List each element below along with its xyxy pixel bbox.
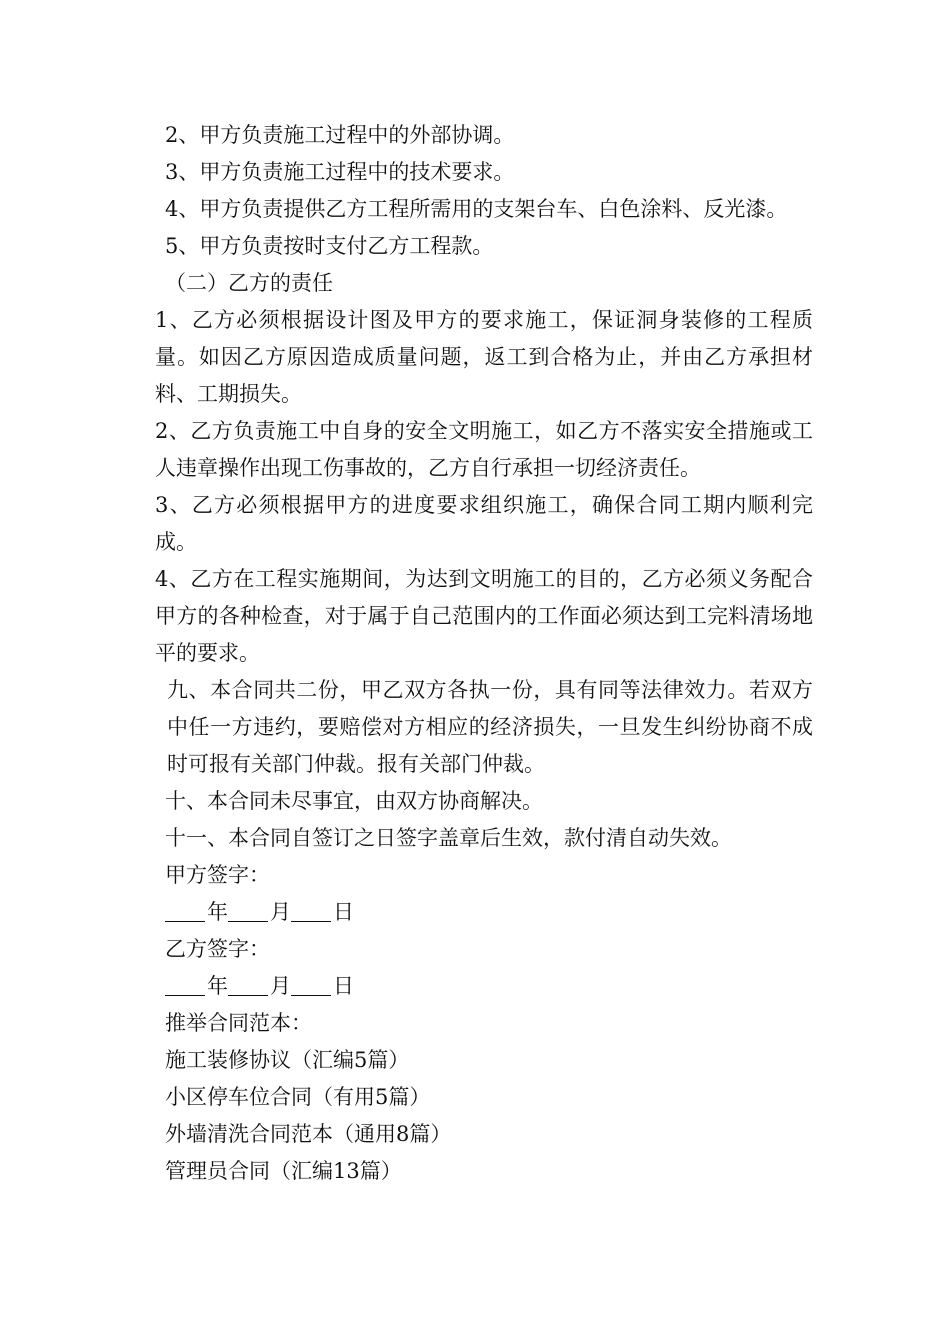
party-a-clause-2: 2、甲方负责施工过程中的外部协调。 xyxy=(165,123,515,147)
party-b-clause-2: 2、乙方负责施工中自身的安全文明施工，如乙方不落实安全措施或工人违章操作出现工伤事故的，乙方自行承担一切经济责任。 xyxy=(155,419,813,480)
recommend-item[interactable]: 管理员合同（汇编13篇） xyxy=(165,1159,402,1183)
recommend-item[interactable]: 外墙清洗合同范本（通用8篇） xyxy=(165,1122,452,1146)
month-unit: 月 xyxy=(270,900,291,924)
recommend-heading: 推举合同范本： xyxy=(165,1011,312,1035)
section-b-heading: （二）乙方的责任 xyxy=(165,271,333,295)
year-blank xyxy=(165,899,205,922)
signature-a-date xyxy=(145,894,813,931)
party-b-clause-4: 4、乙方在工程实施期间，为达到文明施工的目的，乙方必须义务配合甲方的各种检查，对于属于自己范围内的工作面必须达到工完料清场地平的要求。 xyxy=(155,567,813,665)
party-a-clause-5: 5、甲方负责按时支付乙方工程款。 xyxy=(165,234,494,258)
day-blank xyxy=(291,973,331,996)
year-unit: 年 xyxy=(207,974,228,998)
month-blank xyxy=(228,973,268,996)
day-unit: 日 xyxy=(333,974,354,998)
signature-a-label: 甲方签字： xyxy=(165,863,270,887)
signature-b-date xyxy=(145,968,813,1005)
document-body xyxy=(145,117,813,1190)
recommend-item[interactable]: 施工装修协议（汇编5篇） xyxy=(165,1048,410,1072)
recommend-item[interactable]: 小区停车位合同（有用5篇） xyxy=(165,1085,431,1109)
party-b-clause-3: 3、乙方必须根据甲方的进度要求组织施工，确保合同工期内顺利完成。 xyxy=(155,493,813,554)
month-blank xyxy=(228,899,268,922)
day-blank xyxy=(291,899,331,922)
year-unit: 年 xyxy=(207,900,228,924)
article-10: 十、本合同未尽事宜，由双方协商解决。 xyxy=(165,789,543,813)
party-a-clause-4: 4、甲方负责提供乙方工程所需用的支架台车、白色涂料、反光漆。 xyxy=(165,197,788,221)
year-blank xyxy=(165,973,205,996)
party-b-clause-1: 1、乙方必须根据设计图及甲方的要求施工，保证洞身装修的工程质量。如因乙方原因造成质量问题，返工到合格为止，并由乙方承担材料、工期损失。 xyxy=(155,308,813,406)
signature-b-label: 乙方签字： xyxy=(165,937,270,961)
day-unit: 日 xyxy=(333,900,354,924)
article-11: 十一、本合同自签订之日签字盖章后生效，款付清自动失效。 xyxy=(165,826,732,850)
party-a-clause-3: 3、甲方负责施工过程中的技术要求。 xyxy=(165,160,515,184)
article-9: 九、本合同共二份，甲乙双方各执一份，具有同等法律效力。若双方中任一方违约，要赔偿对方相应的经济损失，一旦发生纠纷协商不成时可报有关部门仲裁。报有关部门仲裁。 xyxy=(167,678,813,776)
month-unit: 月 xyxy=(270,974,291,998)
